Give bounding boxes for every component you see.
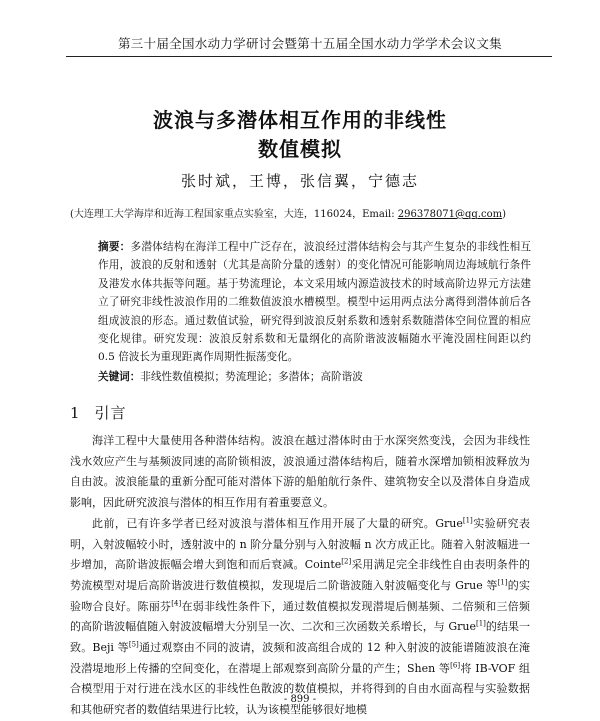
citation: [1] — [475, 619, 486, 628]
citation: [5] — [128, 640, 139, 649]
citation: [4] — [171, 598, 182, 607]
paper-title-line-2: 数值模拟 — [258, 137, 342, 161]
header-divider — [66, 56, 552, 57]
section-heading — [70, 402, 127, 423]
paragraph: 此前，已有许多学者已经对波浪与潜体相互作用开展了大量的研究。Grue[1]实验研究表明，入射波幅较小时，透射波中的 n 阶分量分别与入射波幅 n 次方成正比。随着入射波幅进一步增加，高阶谐波振幅会增大到饱和而后衰减。Cointe[2]采用满足完全非线性自由表明条件的势流模型对堤后高阶谐波进行数值模拟，发现堤后二阶谐波随入射波幅变化与 Grue 等[1]的实验吻合良好。陈丽芬[4]在弱非线性条件下，通过数值模拟发现潜堤后侧基频、二倍频和三倍频的高阶谐波幅值随入射波波幅增大分别呈一次、二次和三次函数关系增长，与 Grue[1]的结果一致。Beji 等[5]通过观察由不同的波请，波频和波高组合成的 12 种入射波的波能谱随波浪在淹没潜堤地形上传播的空间变化，在潜堤上部观察到高阶分量的产生；Shen 等[6]将 IB-VOF 组合模型用于对行进在浅水区的非线性色散波的数值模拟，并将得到的自由水面高程与实验数据和其他研究者的数值结果进行比较，认为该模型能够很好地模 — [70, 516, 531, 717]
affiliation-close: ) — [502, 209, 507, 220]
citation: [2] — [341, 557, 352, 566]
citation: [1] — [497, 578, 508, 587]
paper-title-line-1: 波浪与多潜体相互作用的非线性 — [153, 108, 447, 132]
page-number: - 899 - — [283, 694, 317, 705]
keywords-text: 非线性数值模拟；势流理论；多潜体；高阶谐波 — [140, 371, 363, 383]
section-title: 引言 — [94, 404, 127, 422]
body-text — [70, 431, 530, 721]
running-header: 第三十届全国水动力学研讨会暨第十五届全国水动力学学术会议文集 — [117, 36, 502, 51]
abstract-label: 摘要： — [98, 241, 131, 253]
email-link[interactable]: 296378071@qq.com — [397, 209, 503, 220]
abstract — [98, 238, 531, 367]
keywords-label: 关键词： — [98, 371, 141, 383]
citation: [1] — [462, 516, 473, 525]
authors: 张时斌，王博，张信翼，宁德志 — [180, 172, 419, 190]
keywords — [98, 368, 531, 386]
abstract-text: 多潜体结构在海洋工程中广泛存在，波浪经过潜体结构会与其产生复杂的非线性相互作用，波浪的反射和透射（尤其是高阶分量的透射）的变化情况可能影响周边海域航行条件及港发水体共振等问题。基于势流理论，本文采用域内源造波技术的时域高阶边界元方法建立了研究非线性波浪作用的二维数值波浪水槽模型。模型中运用两点法分离得到潜体前后各组成波浪的形态。通过数值试验，研究得到波浪反射系数和透射系数随潜体空间位置的相应变化规律。研究发现：波浪反射系数和无量纲化的高阶谐波波幅随水平淹没固柱间距以约 0.5 倍波长为重现距离作周期性振荡变化。 — [98, 241, 532, 364]
affiliation — [70, 205, 560, 220]
affiliation-text: (大连理工大学海岸和近海工程国家重点实验室，大连，116024，Email: — [70, 209, 398, 220]
section-number: 1 — [70, 404, 81, 422]
citation: [6] — [450, 661, 461, 670]
paragraph: 海洋工程中大量使用各种潜体结构。波浪在越过潜体时由于水深突然变浅，会因为非线性浅水效应产生与基频波同速的高阶锁相波，波浪通过潜体结构后，随着水深增加锁相波释放为自由波。波浪能量的重新分配可能对潜体下游的船舶航行条件、建筑物安全以及潜体自身造成影响，因此研究波浪与潜体的相互作用有着重要意义。 — [70, 434, 530, 510]
